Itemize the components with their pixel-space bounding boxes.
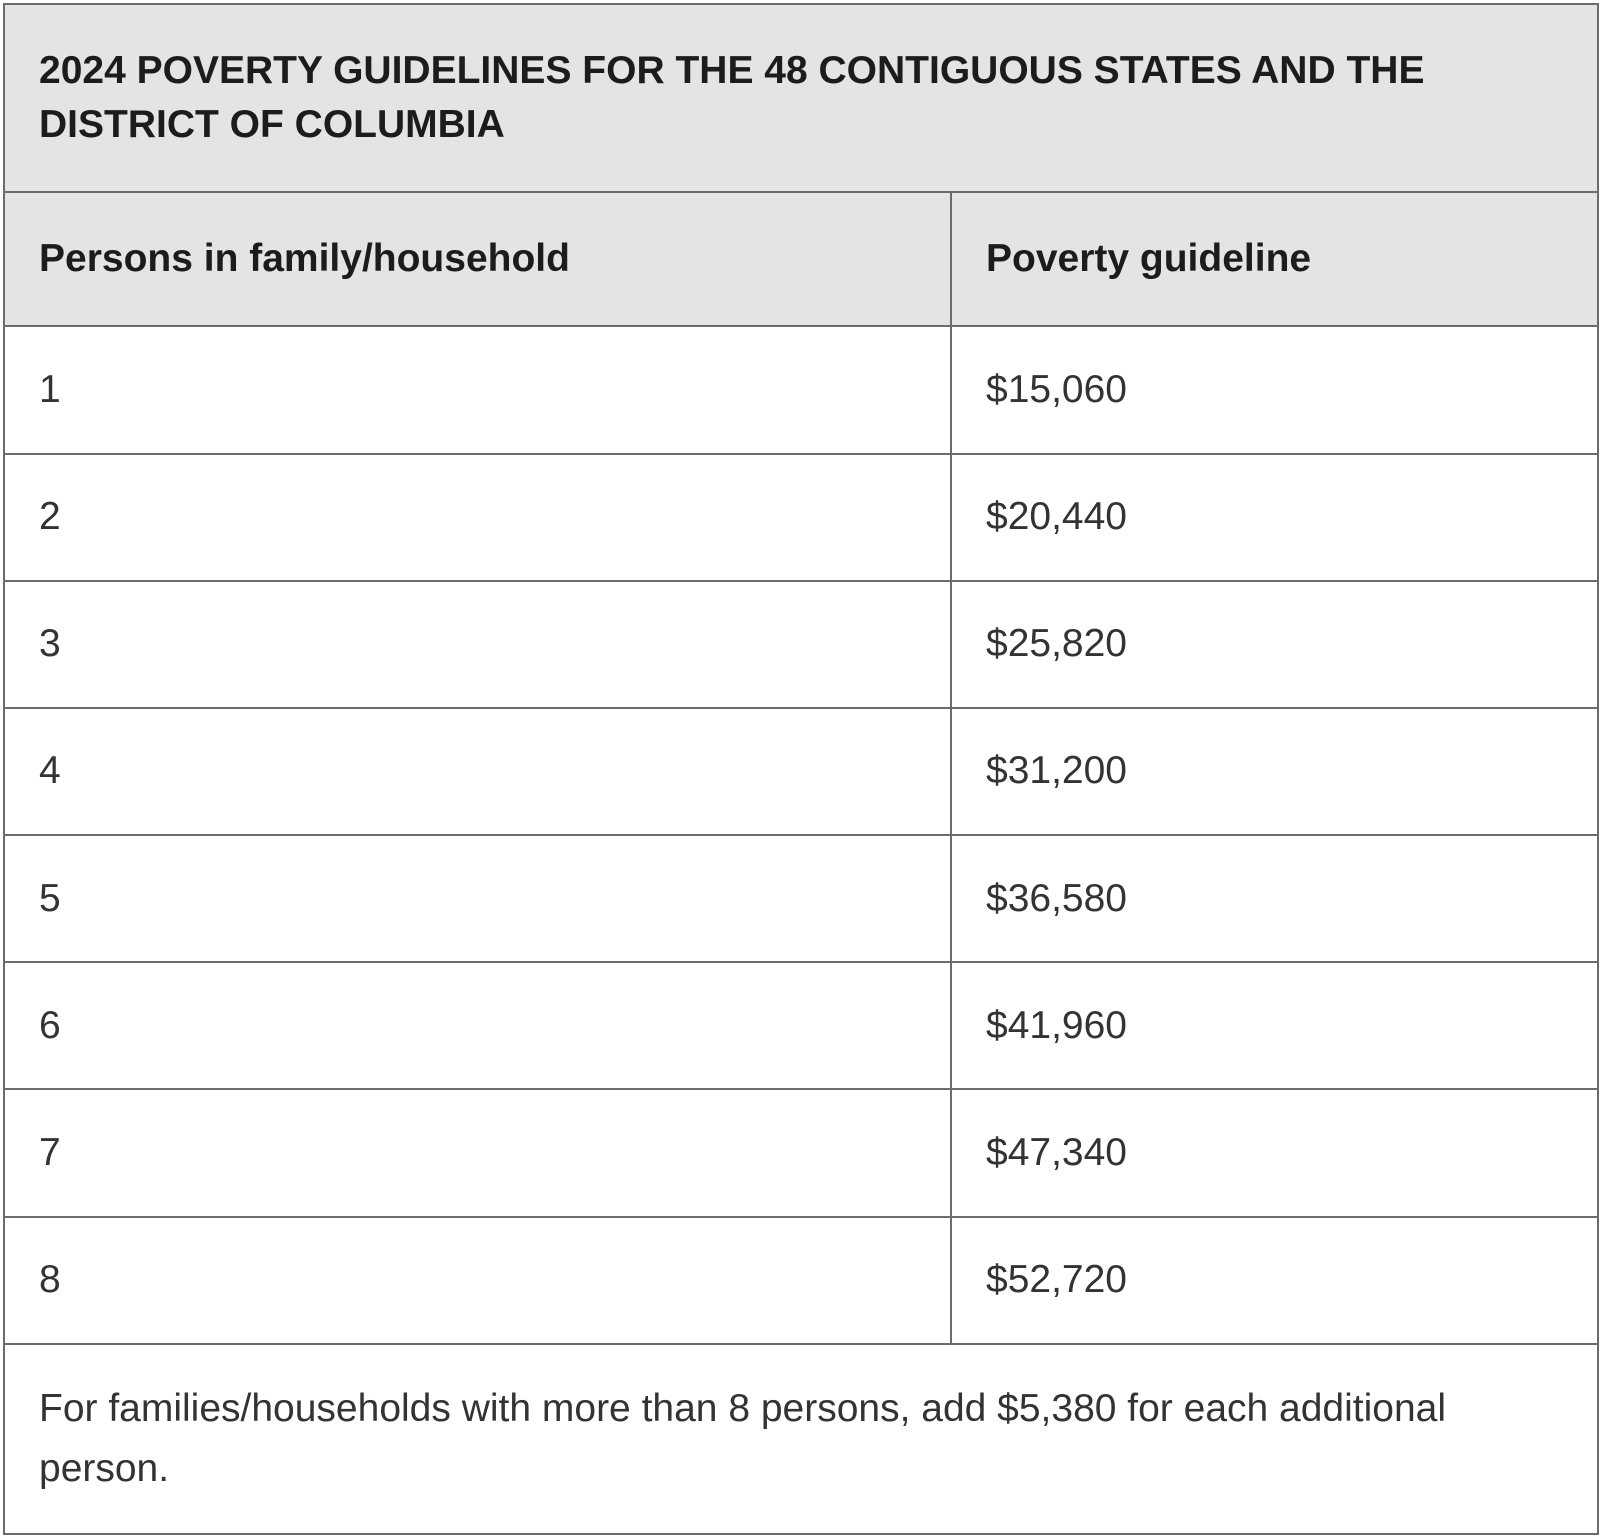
table-row [4, 326, 1598, 453]
persons-cell: 7 [4, 1089, 951, 1216]
persons-cell: 5 [4, 835, 951, 962]
guideline-cell: $25,820 [951, 581, 1598, 708]
table-row [4, 962, 1598, 1089]
table-row [4, 581, 1598, 708]
column-header-guideline: Poverty guideline [951, 192, 1598, 326]
table-row [4, 1217, 1598, 1344]
table-row [4, 708, 1598, 835]
persons-cell: 6 [4, 962, 951, 1089]
title-row [4, 4, 1598, 192]
guideline-cell: $36,580 [951, 835, 1598, 962]
persons-cell: 8 [4, 1217, 951, 1344]
poverty-guidelines-table [3, 3, 1599, 1535]
table-row [4, 454, 1598, 581]
table-title: 2024 POVERTY GUIDELINES FOR THE 48 CONTIGUOUS STATES AND THE DISTRICT OF COLUMBIA [4, 4, 1598, 192]
header-row [4, 192, 1598, 326]
table-row [4, 835, 1598, 962]
persons-cell: 1 [4, 326, 951, 453]
guideline-cell: $20,440 [951, 454, 1598, 581]
guideline-cell: $52,720 [951, 1217, 1598, 1344]
guideline-cell: $31,200 [951, 708, 1598, 835]
table-footnote: For families/households with more than 8 persons, add $5,380 for each additional person. [4, 1344, 1598, 1534]
persons-cell: 2 [4, 454, 951, 581]
column-header-persons: Persons in family/household [4, 192, 951, 326]
persons-cell: 4 [4, 708, 951, 835]
persons-cell: 3 [4, 581, 951, 708]
guideline-cell: $47,340 [951, 1089, 1598, 1216]
table-row [4, 1089, 1598, 1216]
guideline-cell: $15,060 [951, 326, 1598, 453]
footnote-row [4, 1344, 1598, 1534]
guideline-cell: $41,960 [951, 962, 1598, 1089]
